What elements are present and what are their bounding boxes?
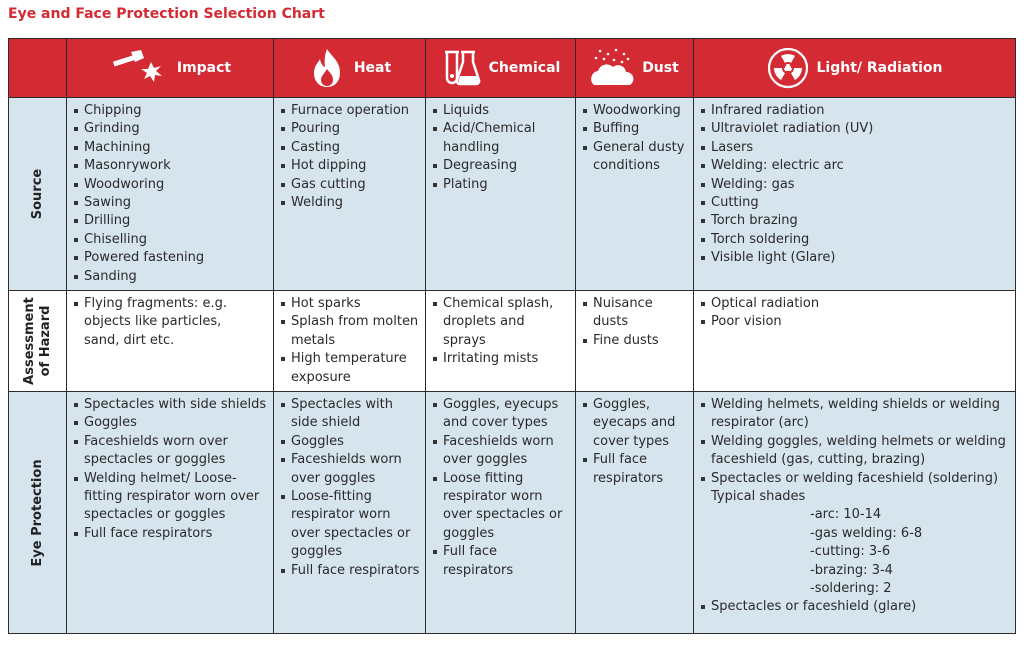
shade-cutting: -cutting: 3-6 [810,544,891,560]
column-label-chemical: Chemical [488,60,561,76]
list-item: Degreasing [432,157,571,175]
list-item: Chipping [73,102,269,120]
cell-protection-impact [67,392,274,634]
list-item: Welding: gas [700,176,1011,194]
list-item: Spectacles or faceshield (glare) [700,598,1011,616]
list-item: Goggles [280,433,421,451]
corner-cell [9,39,67,98]
list-item: Woodworking [582,102,689,120]
list-item: Full face respirators [582,451,689,488]
hammer-impact-icon [109,48,169,88]
list-item: Welding helmet/ Loose-fitting respirator worn over spectacles or goggles [73,470,269,525]
list-item: Chiselling [73,231,269,249]
row-source [9,98,1016,291]
list-item: General dusty conditions [582,139,689,176]
cell-hazard-dust [576,291,694,392]
list-item: Spectacles with side shield [280,396,421,433]
cell-hazard-light [694,291,1016,392]
column-header-chemical [426,39,576,98]
list-item: High temperature exposure [280,350,421,387]
column-header-impact [67,39,274,98]
row-header-protection [9,392,67,634]
shade-brazing: -brazing: 3-4 [810,562,893,578]
cell-protection-dust [576,392,694,634]
column-header-heat [274,39,426,98]
row-label-source: Source [29,168,45,220]
cell-source-dust [576,98,694,291]
cell-source-heat [274,98,426,291]
shade-gas-welding: -gas welding: 6-8 [810,525,923,541]
column-label-impact: Impact [176,60,232,76]
row-protection [9,392,1016,634]
list-item: Flying fragments: e.g. objects like particles, sand, dirt etc. [73,295,269,350]
list-item: Torch brazing [700,212,1011,230]
page-title: Eye and Face Protection Selection Chart [8,6,325,22]
list-item: Machining [73,139,269,157]
list-item: Furnace operation [280,102,421,120]
list-item: Casting [280,139,421,157]
row-label-protection: Eye Protection [29,458,45,567]
list-item: Spectacles with side shields [73,396,269,414]
column-header-dust [576,39,694,98]
list-item: Sawing [73,194,269,212]
list-item: Fine dusts [582,332,689,350]
list-item: Torch soldering [700,231,1011,249]
flask-icon [441,48,481,88]
column-label-heat: Heat [353,60,392,76]
list-item: Hot sparks [280,295,421,313]
list-item: Splash from molten metals [280,313,421,350]
list-item: Chemical splash, droplets and sprays [432,295,571,350]
cell-protection-light [694,392,1016,634]
list-item: Woodworing [73,176,269,194]
list-item: Hot dipping [280,157,421,175]
list-item: Buffing [582,120,689,138]
list-item: Grinding [73,120,269,138]
list-item: Sanding [73,268,269,286]
shade-arc: -arc: 10-14 [810,507,882,523]
list-item: Acid/Chemical handling [432,120,571,157]
list-item: Powered fastening [73,249,269,267]
list-item: Full face respirators [280,562,421,580]
list-item: Goggles, eyecaps and cover types [582,396,689,451]
list-item: Visible light (Glare) [700,249,1011,267]
cell-source-light [694,98,1016,291]
list-item: Poor vision [700,313,1011,331]
list-item: Ultraviolet radiation (UV) [700,120,1011,138]
list-item: Cutting [700,194,1011,212]
list-item: Lasers [700,139,1011,157]
radiation-icon [767,47,809,89]
column-header-light [694,39,1016,98]
cell-protection-chemical [426,392,576,634]
selection-chart-table [8,38,1016,634]
list-item: Goggles [73,414,269,432]
list-item: Goggles, eyecups and cover types [432,396,571,433]
list-item: Pouring [280,120,421,138]
list-item: Infrared radiation [700,102,1011,120]
list-item: Masonrywork [73,157,269,175]
cell-hazard-chemical [426,291,576,392]
row-hazard [9,291,1016,392]
list-item: Welding helmets, welding shields or welding respirator (arc) [700,396,1011,433]
row-label-hazard-line2: of Hazard [37,305,53,377]
header-row [9,39,1016,98]
list-item: Welding [280,194,421,212]
list-item: Optical radiation [700,295,1011,313]
row-header-hazard [9,291,67,392]
list-item: Nuisance dusts [582,295,689,332]
list-item: Gas cutting [280,176,421,194]
row-header-source [9,98,67,291]
shades-title: Typical shades [711,489,806,505]
list-item: Drilling [73,212,269,230]
flame-icon [308,47,346,89]
cell-protection-heat [274,392,426,634]
cell-source-chemical [426,98,576,291]
list-item: Loose fitting respirator worn over spectacles or goggles [432,470,571,544]
list-item: Full face respirators [73,525,269,543]
list-item: Loose-fitting respirator worn over spectacles or goggles [280,488,421,562]
list-item: Full face respirators [432,543,571,580]
list-item: Spectacles or welding faceshield (soldering) [700,470,1011,488]
list-item: Faceshields worn over goggles [280,451,421,488]
list-item: Welding goggles, welding helmets or welding faceshield (gas, cutting, brazing) [700,433,1011,470]
row-label-hazard-line1: Assessment [21,297,37,385]
dust-cloud-icon [590,47,634,89]
list-item: Faceshields worn over spectacles or goggles [73,433,269,470]
list-item: Faceshields worn over goggles [432,433,571,470]
list-item: Welding: electric arc [700,157,1011,175]
cell-hazard-impact [67,291,274,392]
cell-source-impact [67,98,274,291]
list-item: Irritating mists [432,350,571,368]
shade-soldering: -soldering: 2 [810,581,892,597]
cell-hazard-heat [274,291,426,392]
list-item: Liquids [432,102,571,120]
row-label-hazard [22,297,54,385]
column-label-light: Light/ Radiation [816,60,943,76]
list-item: Plating [432,176,571,194]
column-label-dust: Dust [642,60,679,76]
